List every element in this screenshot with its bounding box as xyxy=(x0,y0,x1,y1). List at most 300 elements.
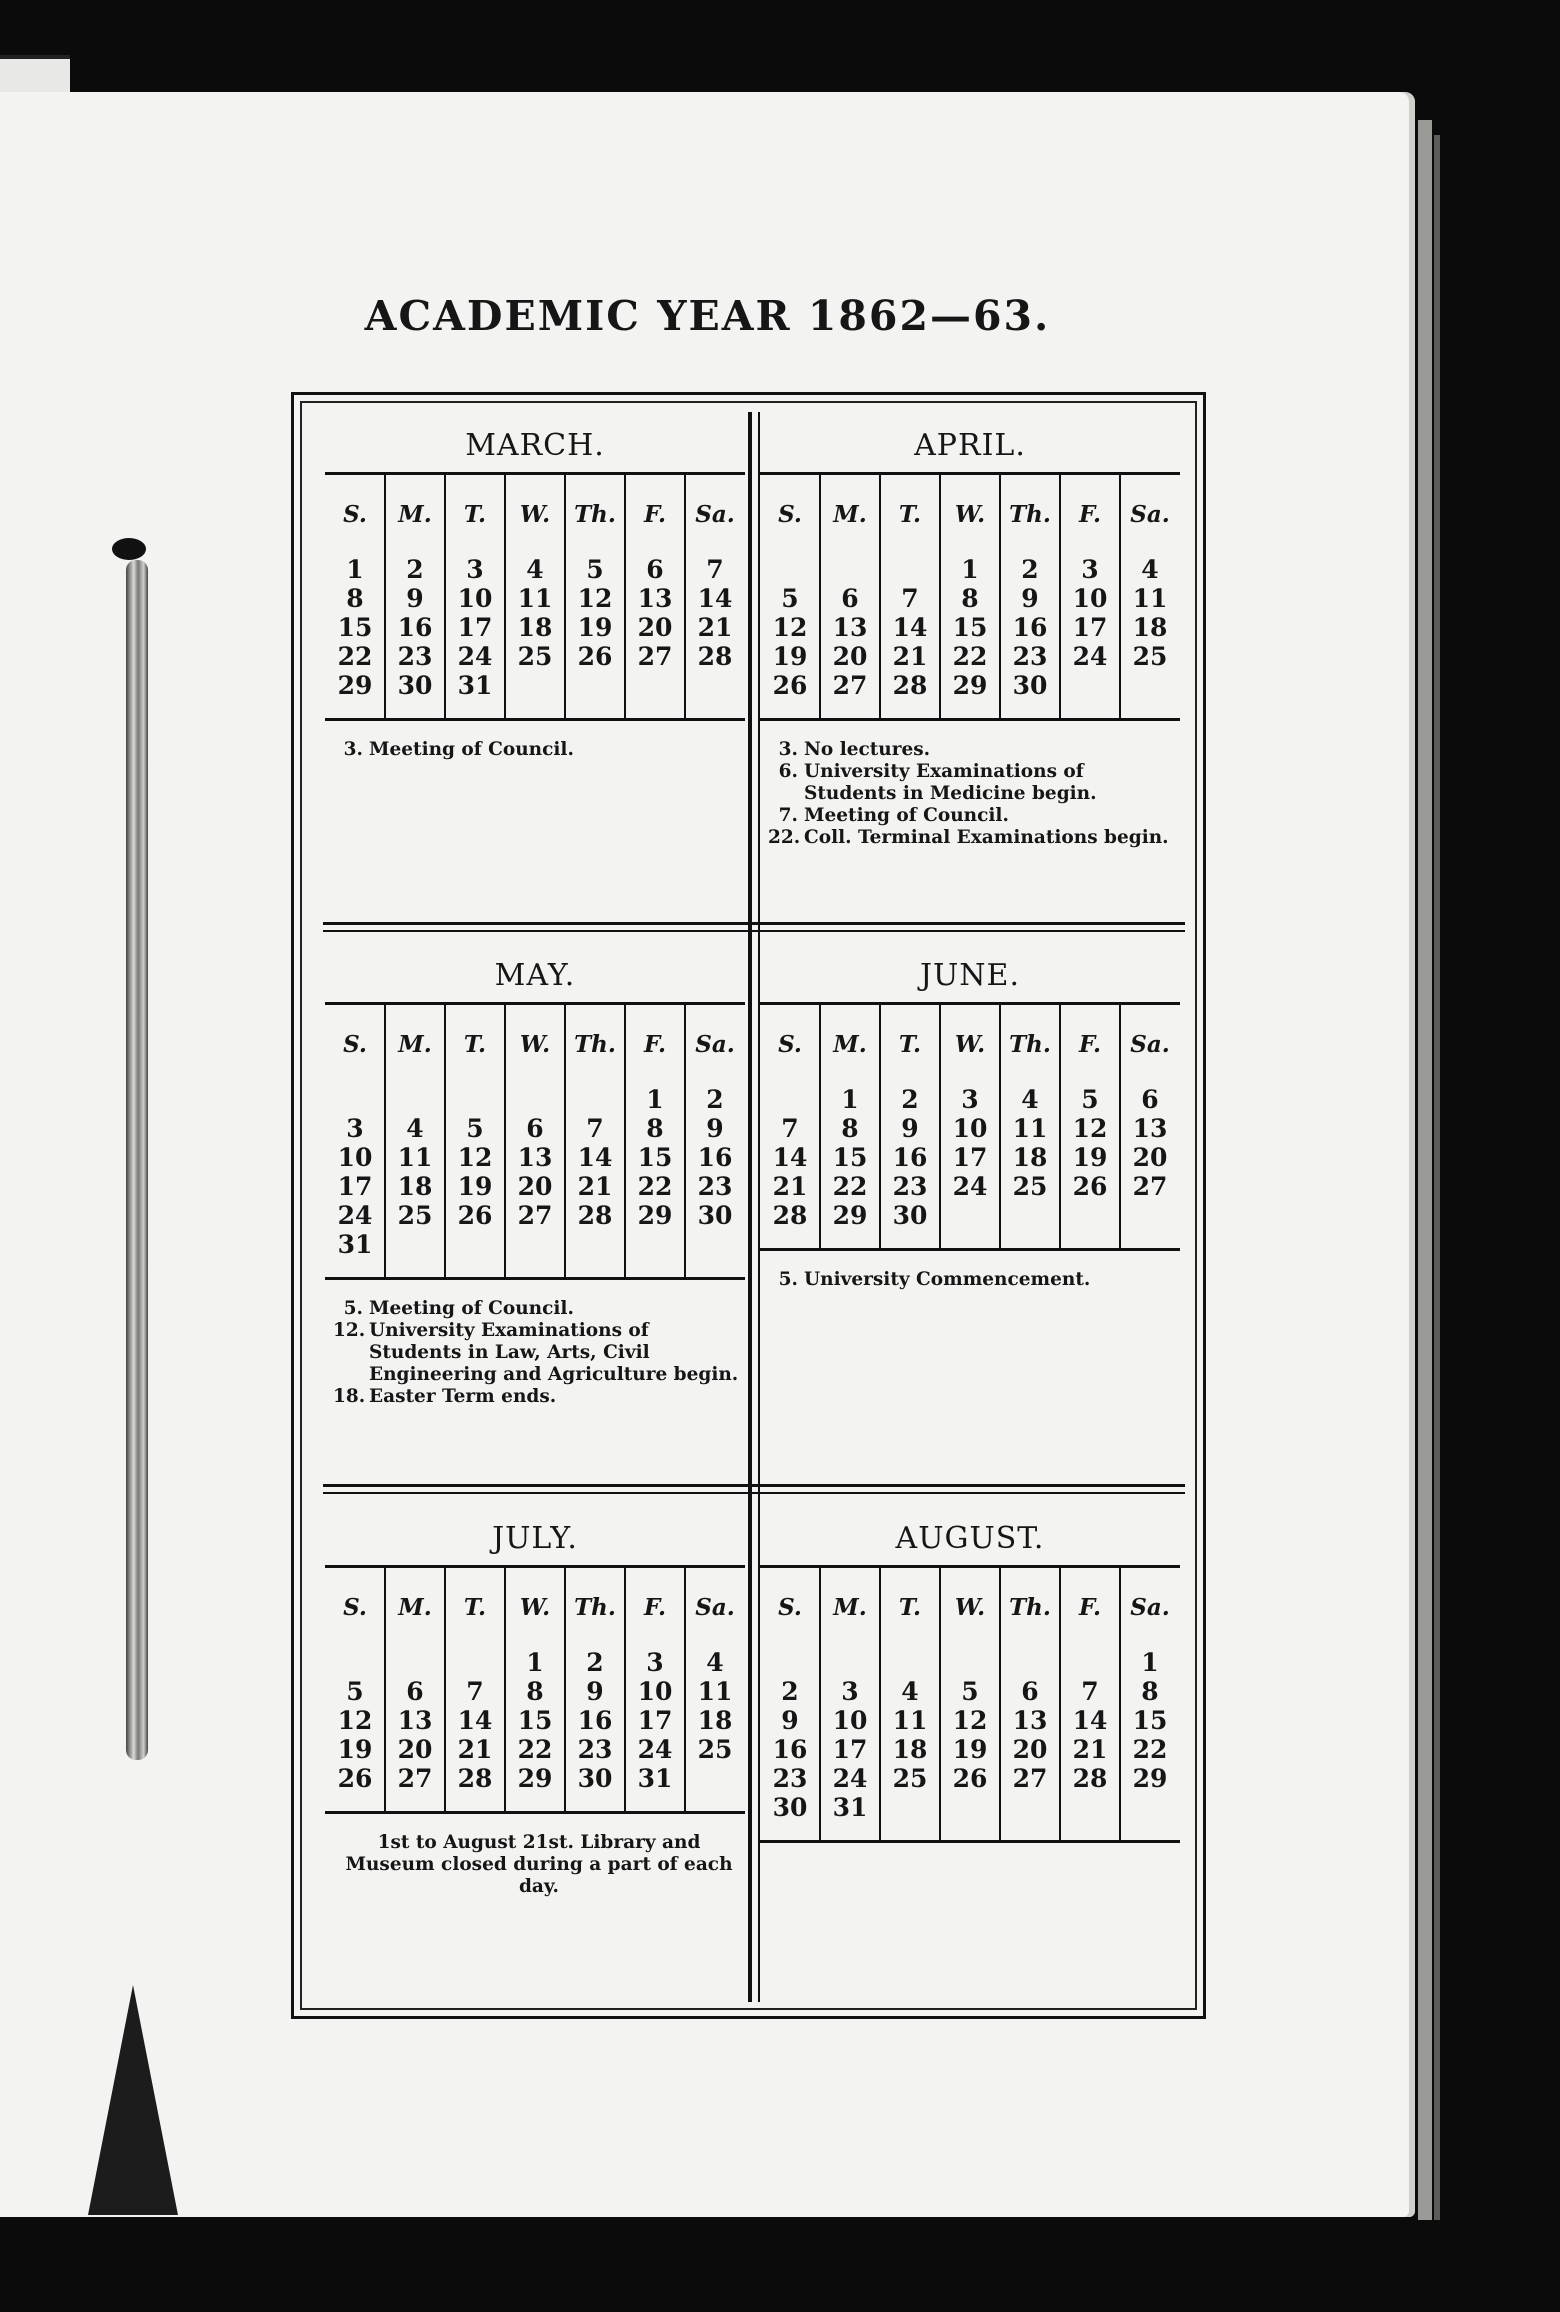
date-cell xyxy=(325,1648,385,1677)
date-cell: 11 xyxy=(1012,1114,1048,1143)
date-cell: 2 xyxy=(586,1648,604,1677)
date-cell: 29 xyxy=(832,1201,868,1230)
day-header: F. xyxy=(1078,1594,1102,1621)
day-header: S. xyxy=(778,1594,802,1621)
date-cell: 12 xyxy=(577,584,613,613)
date-cell: 7 xyxy=(706,555,724,584)
week-row xyxy=(325,1706,745,1735)
day-header: Sa. xyxy=(695,501,735,528)
date-cell xyxy=(625,1230,685,1259)
date-cell: 4 xyxy=(406,1114,424,1143)
page-edge xyxy=(1418,120,1432,2220)
day-header: F. xyxy=(643,501,667,528)
note-text: Coll. Terminal Examinations begin. xyxy=(804,827,1169,848)
date-cell: 1 xyxy=(646,1085,664,1114)
date-cell: 14 xyxy=(577,1143,613,1172)
date-cell: 15 xyxy=(952,613,988,642)
date-cell: 22 xyxy=(337,642,373,671)
date-cell: 19 xyxy=(337,1735,373,1764)
date-cell: 9 xyxy=(901,1114,919,1143)
date-cell xyxy=(445,1648,505,1677)
date-cell: 13 xyxy=(637,584,673,613)
date-cell: 7 xyxy=(901,584,919,613)
date-cell: 1 xyxy=(526,1648,544,1677)
note-text: Meeting of Council. xyxy=(804,805,1009,826)
date-cell: 23 xyxy=(1012,642,1048,671)
date-cell: 16 xyxy=(697,1143,733,1172)
day-headers xyxy=(760,1005,1180,1085)
week-row xyxy=(325,584,745,613)
date-cell: 25 xyxy=(1012,1172,1048,1201)
date-cell: 19 xyxy=(577,613,613,642)
date-cell: 8 xyxy=(646,1114,664,1143)
date-cell xyxy=(685,671,745,700)
date-cell xyxy=(685,1764,745,1793)
date-cell: 31 xyxy=(457,671,493,700)
day-header: S. xyxy=(343,1594,367,1621)
date-cell: 10 xyxy=(637,1677,673,1706)
week-row xyxy=(760,642,1180,671)
day-header: T. xyxy=(463,501,487,528)
day-header: S. xyxy=(343,501,367,528)
month-name: APRIL. xyxy=(914,428,1026,463)
date-cell: 13 xyxy=(517,1143,553,1172)
date-cell: 7 xyxy=(466,1677,484,1706)
date-cell xyxy=(385,1230,445,1259)
day-headers xyxy=(760,475,1180,555)
date-cell: 10 xyxy=(952,1114,988,1143)
week-row xyxy=(325,555,745,584)
date-rows xyxy=(760,555,1180,700)
day-grid xyxy=(760,1005,1180,1248)
date-cell: 6 xyxy=(1141,1085,1159,1114)
date-cell: 30 xyxy=(772,1793,808,1822)
date-cell: 30 xyxy=(397,671,433,700)
day-header: F. xyxy=(1078,501,1102,528)
month-name: JUNE. xyxy=(920,958,1020,993)
date-cell xyxy=(880,1793,940,1822)
date-cell: 17 xyxy=(952,1143,988,1172)
date-cell: 21 xyxy=(697,613,733,642)
day-header: M. xyxy=(398,501,432,528)
date-cell xyxy=(940,1793,1000,1822)
date-cell xyxy=(385,1085,445,1114)
day-grid xyxy=(325,1005,745,1277)
date-cell xyxy=(820,555,880,584)
date-cell: 20 xyxy=(397,1735,433,1764)
date-cell: 8 xyxy=(961,584,979,613)
date-cell: 17 xyxy=(1072,613,1108,642)
week-row xyxy=(760,555,1180,584)
day-header: T. xyxy=(898,1594,922,1621)
date-cell: 29 xyxy=(337,671,373,700)
day-header: W. xyxy=(954,1594,986,1621)
week-row xyxy=(760,1735,1180,1764)
date-cell: 2 xyxy=(1021,555,1039,584)
date-cell xyxy=(565,1085,625,1114)
date-cell: 17 xyxy=(832,1735,868,1764)
month-notes xyxy=(760,721,1180,849)
week-row xyxy=(325,613,745,642)
date-cell: 9 xyxy=(706,1114,724,1143)
date-cell: 21 xyxy=(892,642,928,671)
day-header: T. xyxy=(898,501,922,528)
month-april xyxy=(760,420,1180,849)
date-cell: 30 xyxy=(1012,671,1048,700)
date-cell: 19 xyxy=(457,1172,493,1201)
date-cell: 16 xyxy=(772,1735,808,1764)
date-cell: 1 xyxy=(1141,1648,1159,1677)
note-text: Meeting of Council. xyxy=(369,739,574,760)
date-cell xyxy=(760,1648,820,1677)
week-row xyxy=(325,642,745,671)
date-cell: 8 xyxy=(1141,1677,1159,1706)
week-row xyxy=(325,1648,745,1677)
day-header: M. xyxy=(398,1594,432,1621)
note-text: Meeting of Council. xyxy=(369,1298,574,1319)
day-headers xyxy=(325,475,745,555)
day-header: Th. xyxy=(574,1031,616,1058)
date-cell: 14 xyxy=(457,1706,493,1735)
month-july xyxy=(325,1513,745,1898)
date-cell: 20 xyxy=(1012,1735,1048,1764)
date-cell: 3 xyxy=(466,555,484,584)
date-cell: 12 xyxy=(1072,1114,1108,1143)
date-cell: 26 xyxy=(457,1201,493,1230)
note-day: 22. xyxy=(768,827,801,848)
page-title: ACADEMIC YEAR 1862—63. xyxy=(364,292,1051,340)
day-header: Sa. xyxy=(1130,1594,1170,1621)
date-cell: 31 xyxy=(337,1230,373,1259)
date-cell: 16 xyxy=(397,613,433,642)
date-cell: 15 xyxy=(517,1706,553,1735)
date-cell xyxy=(565,671,625,700)
day-header: M. xyxy=(398,1031,432,1058)
date-cell: 14 xyxy=(772,1143,808,1172)
date-cell: 3 xyxy=(1081,555,1099,584)
date-cell: 13 xyxy=(1132,1114,1168,1143)
date-cell: 21 xyxy=(772,1172,808,1201)
center-divider xyxy=(748,412,752,2002)
day-header: Sa. xyxy=(1130,501,1170,528)
date-cell: 8 xyxy=(526,1677,544,1706)
week-row xyxy=(325,1764,745,1793)
week-row xyxy=(760,1706,1180,1735)
date-cell: 26 xyxy=(337,1764,373,1793)
month-notes xyxy=(325,1814,745,1898)
note-day: 3. xyxy=(778,739,798,760)
week-row xyxy=(325,1201,745,1230)
day-headers xyxy=(325,1005,745,1085)
date-cell: 21 xyxy=(457,1735,493,1764)
note-text: University Commencement. xyxy=(804,1269,1091,1290)
date-cell: 2 xyxy=(781,1677,799,1706)
note-day: 5. xyxy=(778,1269,798,1290)
note-day: 6. xyxy=(778,761,798,782)
note-day: 18. xyxy=(333,1386,366,1407)
date-cell xyxy=(940,1648,1000,1677)
week-row xyxy=(760,1793,1180,1822)
date-cell: 3 xyxy=(346,1114,364,1143)
day-header: F. xyxy=(643,1594,667,1621)
date-cell xyxy=(685,1230,745,1259)
day-grid xyxy=(760,1568,1180,1840)
month-name: MAY. xyxy=(494,958,576,993)
note-text: University Examinations of Students in Law, Arts, Civil Engineering and Agriculture begin. xyxy=(369,1320,739,1385)
date-cell: 9 xyxy=(1021,584,1039,613)
note-text: University Examinations of Students in Medicine begin. xyxy=(804,761,1097,804)
date-cell: 26 xyxy=(772,671,808,700)
note-item xyxy=(768,827,1180,849)
date-cell: 28 xyxy=(697,642,733,671)
date-cell: 10 xyxy=(457,584,493,613)
date-cell: 24 xyxy=(457,642,493,671)
date-cell: 5 xyxy=(586,555,604,584)
date-cell: 27 xyxy=(1132,1172,1168,1201)
date-cell: 6 xyxy=(526,1114,544,1143)
date-cell: 18 xyxy=(1132,613,1168,642)
note-day: 12. xyxy=(333,1320,366,1341)
date-cell: 10 xyxy=(832,1706,868,1735)
date-rows xyxy=(760,1085,1180,1230)
date-cell: 15 xyxy=(637,1143,673,1172)
date-cell: 13 xyxy=(832,613,868,642)
date-cell: 12 xyxy=(457,1143,493,1172)
date-cell: 5 xyxy=(1081,1085,1099,1114)
date-rows xyxy=(760,1648,1180,1822)
week-row xyxy=(760,671,1180,700)
date-cell: 4 xyxy=(901,1677,919,1706)
note-text: No lectures. xyxy=(804,739,931,760)
day-header: Th. xyxy=(574,1594,616,1621)
date-cell: 15 xyxy=(1132,1706,1168,1735)
date-cell: 14 xyxy=(697,584,733,613)
binding-rod-cap xyxy=(112,538,146,560)
date-cell: 13 xyxy=(1012,1706,1048,1735)
date-cell: 28 xyxy=(892,671,928,700)
date-cell: 16 xyxy=(1012,613,1048,642)
binding-rod xyxy=(126,560,148,1760)
date-cell: 11 xyxy=(697,1677,733,1706)
date-cell: 30 xyxy=(892,1201,928,1230)
date-cell xyxy=(325,1085,385,1114)
note-day: 5. xyxy=(343,1298,363,1319)
day-header: Th. xyxy=(1009,1594,1051,1621)
date-cell xyxy=(505,1085,565,1114)
day-header: W. xyxy=(519,1594,551,1621)
day-header: Th. xyxy=(1009,1031,1051,1058)
date-cell: 16 xyxy=(577,1706,613,1735)
day-headers xyxy=(760,1568,1180,1648)
date-cell: 24 xyxy=(337,1201,373,1230)
note-day: 3. xyxy=(343,739,363,760)
date-cell: 17 xyxy=(457,613,493,642)
date-cell: 18 xyxy=(697,1706,733,1735)
note-item xyxy=(768,761,1180,805)
week-row xyxy=(325,1085,745,1114)
date-cell xyxy=(445,1230,505,1259)
date-cell: 22 xyxy=(637,1172,673,1201)
date-cell: 26 xyxy=(1072,1172,1108,1201)
date-cell: 3 xyxy=(646,1648,664,1677)
date-cell: 21 xyxy=(577,1172,613,1201)
month-name: AUGUST. xyxy=(895,1521,1045,1556)
note-item xyxy=(768,739,1180,761)
note-item xyxy=(333,1832,745,1898)
date-cell xyxy=(565,1230,625,1259)
day-grid xyxy=(325,1568,745,1811)
date-cell: 28 xyxy=(772,1201,808,1230)
week-row xyxy=(760,1085,1180,1114)
date-cell: 19 xyxy=(772,642,808,671)
date-cell: 18 xyxy=(397,1172,433,1201)
week-row xyxy=(325,1230,745,1259)
date-cell: 23 xyxy=(577,1735,613,1764)
spine-tail xyxy=(88,1985,178,2215)
date-cell: 26 xyxy=(577,642,613,671)
date-cell: 20 xyxy=(1132,1143,1168,1172)
date-cell: 1 xyxy=(346,555,364,584)
week-row xyxy=(325,1677,745,1706)
note-item xyxy=(333,1298,745,1320)
date-cell: 7 xyxy=(586,1114,604,1143)
date-cell: 22 xyxy=(1132,1735,1168,1764)
date-cell: 2 xyxy=(406,555,424,584)
date-cell: 9 xyxy=(781,1706,799,1735)
date-cell: 3 xyxy=(961,1085,979,1114)
day-header: Sa. xyxy=(695,1031,735,1058)
month-june xyxy=(760,950,1180,1291)
week-row xyxy=(760,1648,1180,1677)
date-cell: 22 xyxy=(517,1735,553,1764)
date-cell: 7 xyxy=(781,1114,799,1143)
date-cell: 29 xyxy=(637,1201,673,1230)
day-header: T. xyxy=(463,1594,487,1621)
date-cell: 30 xyxy=(577,1764,613,1793)
date-cell: 28 xyxy=(457,1764,493,1793)
date-cell: 6 xyxy=(1021,1677,1039,1706)
day-header: T. xyxy=(898,1031,922,1058)
date-cell: 18 xyxy=(1012,1143,1048,1172)
date-cell xyxy=(445,1085,505,1114)
date-rows xyxy=(325,1085,745,1259)
day-grid xyxy=(760,475,1180,718)
date-cell: 26 xyxy=(952,1764,988,1793)
week-row xyxy=(760,1143,1180,1172)
date-cell: 19 xyxy=(952,1735,988,1764)
date-cell: 28 xyxy=(1072,1764,1108,1793)
date-cell: 12 xyxy=(772,613,808,642)
date-cell xyxy=(1000,1201,1060,1230)
week-row xyxy=(760,1764,1180,1793)
date-cell xyxy=(1120,1201,1180,1230)
week-row xyxy=(325,1143,745,1172)
date-cell: 25 xyxy=(397,1201,433,1230)
date-cell: 13 xyxy=(397,1706,433,1735)
note-text: Easter Term ends. xyxy=(369,1386,557,1407)
date-cell: 23 xyxy=(697,1172,733,1201)
date-cell xyxy=(1060,1793,1120,1822)
date-cell xyxy=(760,1085,820,1114)
date-cell: 30 xyxy=(697,1201,733,1230)
date-cell: 20 xyxy=(832,642,868,671)
date-cell: 18 xyxy=(892,1735,928,1764)
month-name: JULY. xyxy=(492,1521,578,1556)
date-cell: 14 xyxy=(892,613,928,642)
date-cell: 20 xyxy=(637,613,673,642)
month-notes xyxy=(760,1843,1180,1861)
day-header: S. xyxy=(778,1031,802,1058)
note-item xyxy=(768,1269,1180,1291)
date-cell: 15 xyxy=(337,613,373,642)
date-cell: 21 xyxy=(1072,1735,1108,1764)
week-row xyxy=(760,1201,1180,1230)
date-cell xyxy=(760,555,820,584)
date-cell xyxy=(625,671,685,700)
date-cell xyxy=(1120,671,1180,700)
date-cell: 24 xyxy=(832,1764,868,1793)
date-cell xyxy=(1060,1201,1120,1230)
date-cell: 22 xyxy=(832,1172,868,1201)
month-notes xyxy=(760,1251,1180,1291)
date-cell: 4 xyxy=(1141,555,1159,584)
date-cell: 27 xyxy=(1012,1764,1048,1793)
note-day: 7. xyxy=(778,805,798,826)
date-cell: 11 xyxy=(892,1706,928,1735)
note-text: 1st to August 21st. Library and Museum closed during a part of each day. xyxy=(345,1832,733,1897)
day-header: W. xyxy=(954,501,986,528)
date-cell xyxy=(1000,1648,1060,1677)
week-row xyxy=(760,1677,1180,1706)
date-cell: 16 xyxy=(892,1143,928,1172)
date-cell: 17 xyxy=(637,1706,673,1735)
date-cell: 2 xyxy=(706,1085,724,1114)
date-rows xyxy=(325,1648,745,1793)
day-header: S. xyxy=(343,1031,367,1058)
date-cell: 10 xyxy=(337,1143,373,1172)
day-grid xyxy=(325,475,745,718)
date-cell: 25 xyxy=(1132,642,1168,671)
date-cell: 27 xyxy=(517,1201,553,1230)
day-header: M. xyxy=(833,1031,867,1058)
date-cell: 31 xyxy=(832,1793,868,1822)
month-march xyxy=(325,420,745,761)
date-cell: 28 xyxy=(577,1201,613,1230)
note-item xyxy=(333,739,745,761)
date-cell: 20 xyxy=(517,1172,553,1201)
week-row xyxy=(760,1114,1180,1143)
date-cell: 5 xyxy=(961,1677,979,1706)
day-header: Th. xyxy=(574,501,616,528)
date-cell: 27 xyxy=(637,642,673,671)
date-cell: 15 xyxy=(832,1143,868,1172)
date-cell: 25 xyxy=(697,1735,733,1764)
date-cell: 11 xyxy=(517,584,553,613)
week-row xyxy=(325,671,745,700)
date-cell: 25 xyxy=(517,642,553,671)
date-cell: 4 xyxy=(706,1648,724,1677)
date-cell: 27 xyxy=(832,671,868,700)
date-cell xyxy=(505,671,565,700)
date-cell: 3 xyxy=(841,1677,859,1706)
day-header: M. xyxy=(833,1594,867,1621)
date-cell: 25 xyxy=(892,1764,928,1793)
date-cell: 5 xyxy=(346,1677,364,1706)
month-notes xyxy=(325,721,745,761)
day-header: Sa. xyxy=(1130,1031,1170,1058)
page-edge-shadow xyxy=(1434,135,1440,2220)
month-august xyxy=(760,1513,1180,1861)
